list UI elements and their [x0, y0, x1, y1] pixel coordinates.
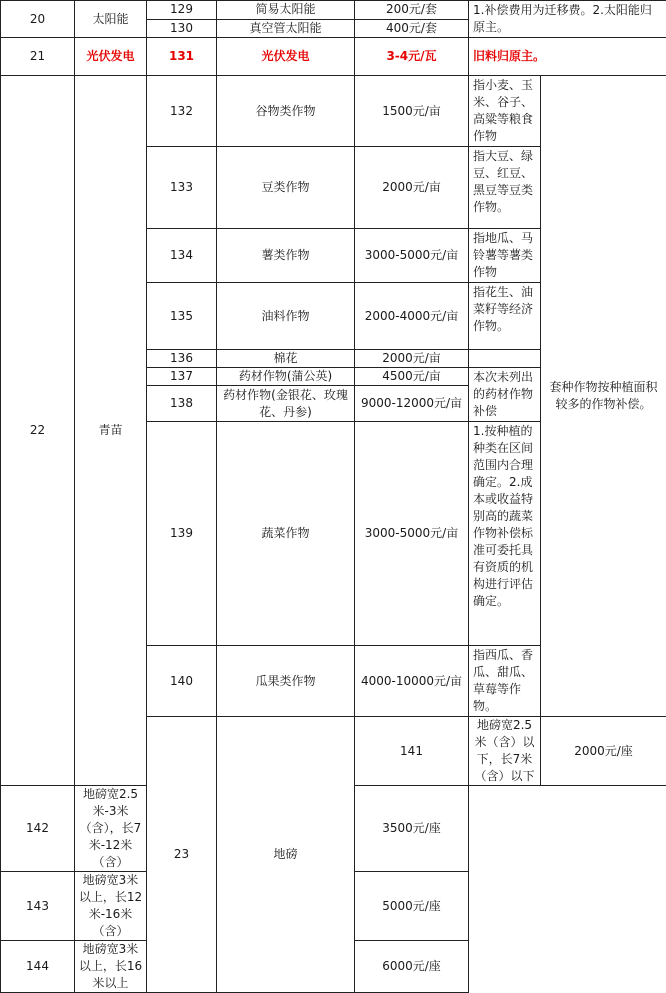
item-code: 138	[147, 386, 217, 422]
item-note: 指地瓜、马铃薯等薯类作物	[469, 229, 541, 283]
item-code: 139	[147, 422, 217, 646]
item-code: 129	[147, 1, 217, 20]
item-price: 3000-5000元/亩	[355, 422, 469, 646]
item-code: 136	[147, 350, 217, 368]
item-note: 1.补偿费用为迁移费。2.太阳能归原主。	[469, 1, 666, 38]
item-price: 6000元/座	[355, 941, 469, 993]
item-note: 本次未列出的药材作物补偿	[469, 368, 541, 422]
item-price: 200元/套	[355, 1, 469, 20]
table-row	[1, 76, 666, 147]
item-name: 豆类作物	[217, 147, 355, 229]
item-price: 2000元/亩	[355, 147, 469, 229]
item-note: 指大豆、绿豆、红豆、黑豆等豆类作物。	[469, 147, 541, 229]
category: 青苗	[75, 76, 147, 786]
empty-note	[469, 350, 541, 368]
item-price: 3-4元/瓦	[355, 38, 469, 76]
serial-no: 22	[1, 76, 75, 786]
item-code: 141	[355, 717, 469, 786]
item-name: 谷物类作物	[217, 76, 355, 147]
item-price: 2000元/座	[541, 717, 666, 786]
item-price: 3000-5000元/亩	[355, 229, 469, 283]
item-price: 400元/套	[355, 19, 469, 38]
serial-no: 21	[1, 38, 75, 76]
item-name: 瓜果类作物	[217, 646, 355, 717]
category: 光伏发电	[75, 38, 147, 76]
item-price: 5000元/座	[355, 872, 469, 941]
item-name: 蔬菜作物	[217, 422, 355, 646]
item-code: 143	[1, 872, 75, 941]
item-price: 4500元/亩	[355, 368, 469, 386]
item-code: 133	[147, 147, 217, 229]
item-price: 1500元/亩	[355, 76, 469, 147]
item-note: 指花生、油菜籽等经济作物。	[469, 283, 541, 350]
item-name: 地磅宽3米以上，长16米以上	[75, 941, 147, 993]
item-note: 1.按种植的种类在区间范围内合理确定。2.成本或收益特别高的蔬菜作物补偿标准可委托具有资质的机构进行评估确定。	[469, 422, 541, 646]
item-code: 137	[147, 368, 217, 386]
table-row	[1, 38, 666, 76]
serial-no: 20	[1, 1, 75, 38]
table-row	[1, 1, 666, 20]
item-code: 142	[1, 786, 75, 872]
item-price: 9000-12000元/亩	[355, 386, 469, 422]
item-note: 指西瓜、香瓜、甜瓜、草莓等作物。	[469, 646, 541, 717]
item-name: 油料作物	[217, 283, 355, 350]
item-code: 130	[147, 19, 217, 38]
item-name: 地磅宽2.5米（含）以下，长7米（含）以下	[469, 717, 541, 786]
item-note: 旧料归原主。	[469, 38, 666, 76]
item-name: 药材作物(蒲公英)	[217, 368, 355, 386]
item-code: 140	[147, 646, 217, 717]
category: 太阳能	[75, 1, 147, 38]
serial-no: 23	[147, 717, 217, 993]
item-note: 指小麦、玉米、谷子、高粱等粮食作物	[469, 76, 541, 147]
item-name: 真空管太阳能	[217, 19, 355, 38]
item-name: 棉花	[217, 350, 355, 368]
group-note: 套种作物按种植面积较多的作物补偿。	[541, 76, 666, 717]
item-price: 2000元/亩	[355, 350, 469, 368]
item-code: 134	[147, 229, 217, 283]
item-name: 薯类作物	[217, 229, 355, 283]
category: 地磅	[217, 717, 355, 993]
item-name: 光伏发电	[217, 38, 355, 76]
item-name: 地磅宽3米以上，长12米-16米（含）	[75, 872, 147, 941]
item-name: 地磅宽2.5米-3米（含），长7米-12米（含）	[75, 786, 147, 872]
item-name: 简易太阳能	[217, 1, 355, 20]
item-price: 4000-10000元/亩	[355, 646, 469, 717]
item-name: 药材作物(金银花、玫瑰花、丹参)	[217, 386, 355, 422]
item-code: 132	[147, 76, 217, 147]
item-code: 131	[147, 38, 217, 76]
item-price: 2000-4000元/亩	[355, 283, 469, 350]
item-code: 144	[1, 941, 75, 993]
item-code: 135	[147, 283, 217, 350]
item-price: 3500元/座	[355, 786, 469, 872]
